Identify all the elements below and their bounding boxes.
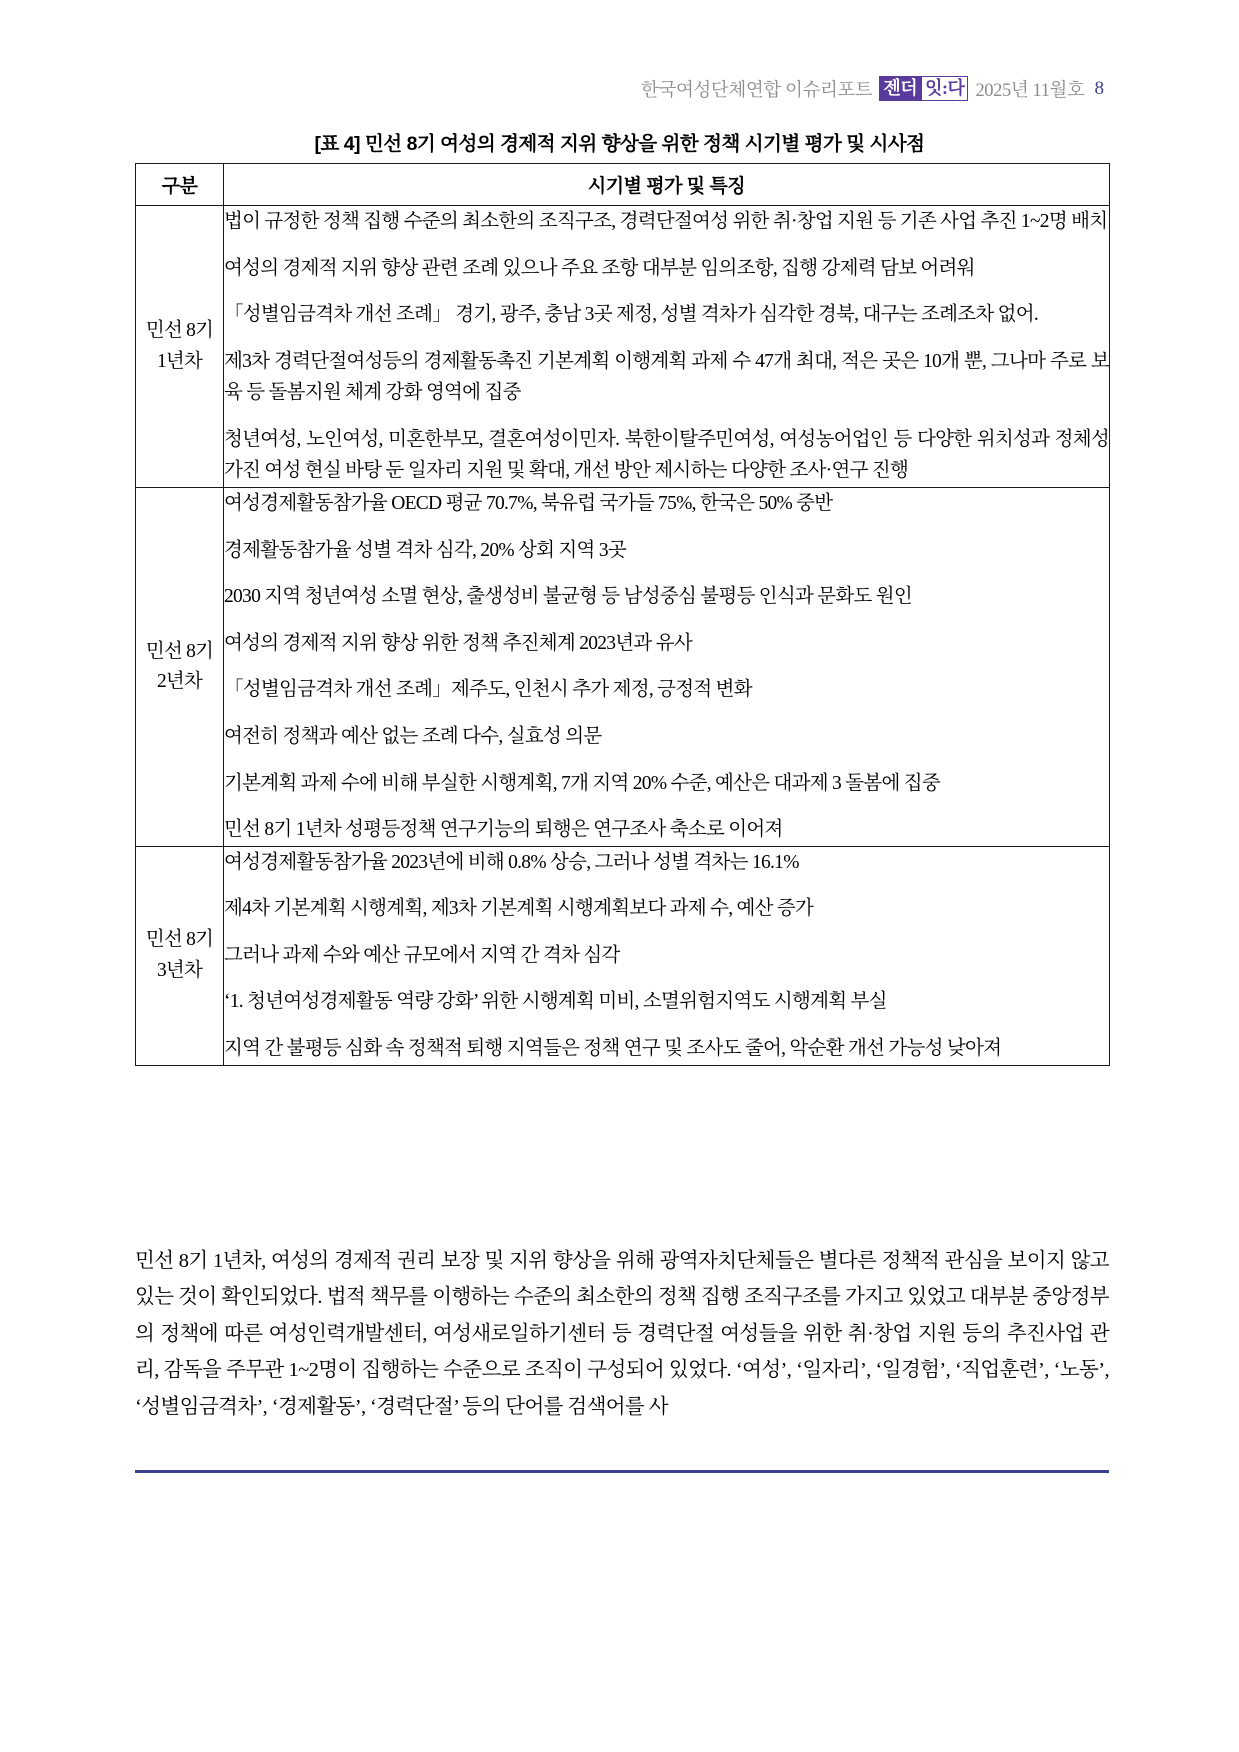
- policy-evaluation-table: [135, 163, 1110, 1066]
- list-item: 「성별임금격차 개선 조례」제주도, 인천시 추가 제정, 긍정적 변화: [224, 679, 752, 701]
- table-header-row: [136, 164, 1110, 206]
- list-item: 여성의 경제적 지위 향상 위한 정책 추진체계 2023년과 유사: [224, 632, 692, 654]
- table-caption: [표 4] 민선 8기 여성의 경제적 지위 향상을 위한 정책 시기별 평가 및 시사점: [314, 133, 925, 155]
- row-label-line1: 민선 8기: [145, 320, 214, 342]
- list-item: 제4차 기본계획 시행계획, 제3차 기본계획 시행계획보다 과제 수, 예산 증가: [224, 898, 814, 920]
- table-head: [136, 164, 1110, 206]
- issue-date: 2025년 11월호: [975, 81, 1085, 101]
- list-item: 여성경제활동참가율 OECD 평균 70.7%, 북유럽 국가들 75%, 한국은 50% 중반: [224, 493, 833, 515]
- list-item: 민선 8기 1년차 성평등정책 연구기능의 퇴행은 연구조사 축소로 이어져: [224, 819, 783, 841]
- list-item: 청년여성, 노인여성, 미혼한부모, 결혼여성이민자. 북한이탈주민여성, 여성농어업인 등 다양한 위치성과 정체성 가진 여성 현실 바탕 둔 일자리 지원 및 확대, 개선 방안 제시하는 다양한 조사·연구 진행: [224, 428, 1109, 482]
- row-content-year2: [224, 488, 1110, 847]
- list-item: 「성별임금격차 개선 조례」 경기, 광주, 충남 3곳 제정, 성별 격차가 심각한 경북, 대구는 조례조차 없어.: [224, 304, 1038, 326]
- list-item: 지역 간 불평등 심화 속 정책적 퇴행 지역들은 정책 연구 및 조사도 줄어, 악순환 개선 가능성 낮아져: [224, 1037, 1002, 1059]
- list-item: 여성의 경제적 지위 향상 관련 조례 있으나 주요 조항 대부분 임의조항, 집행 강제력 담보 어려워: [224, 257, 975, 279]
- body-paragraph: 민선 8기 1년차, 여성의 경제적 권리 보장 및 지위 향상을 위해 광역자치단체들은 별다른 정책적 관심을 보이지 않고 있는 것이 확인되었다. 법적 책무를 이행하는 수준의 최소한의 정책 집행 조직구조를 가지고 있었고 대부분 중앙정부의 정책에 따른 여성인력개발센터, 여성새로일하기센터 등 경력단절 여성들을 위한 취·창업 지원 등의 추진사업 관리, 감독을 주무관 1~2명이 집행하는 수준으로 조직이 구성되어 있었다. ‘여성’, ‘일자리’, ‘일경험’, ‘직업훈련’, ‘노동’, ‘성별임금격차’, ‘경제활동’, ‘경력단절’ 등의 단어를 검색어를 사: [135, 1250, 1109, 1418]
- list-item: 법이 규정한 정책 집행 수준의 최소한의 조직구조, 경력단절여성 위한 취·창업 지원 등 기존 사업 추진 1~2명 배치: [224, 211, 1108, 232]
- list-item: 여전히 정책과 예산 없는 조례 다수, 실효성 의문: [224, 725, 602, 747]
- list-item: 그러나 과제 수와 예산 규모에서 지역 간 격차 심각: [224, 944, 620, 966]
- footer-divider: [135, 1470, 1109, 1473]
- row-label-line2: 1년차: [156, 350, 203, 372]
- row-label-year1: [136, 206, 224, 488]
- list-item: 기본계획 과제 수에 비해 부실한 시행계획, 7개 지역 20% 수준, 예산은 대과제 3 돌봄에 집중: [224, 772, 940, 794]
- column-header-evaluation: 시기별 평가 및 특징: [224, 164, 1110, 206]
- list-item: 여성경제활동참가율 2023년에 비해 0.8% 상승, 그러나 성별 격차는 16.1%: [224, 851, 799, 873]
- row-content-year1: [224, 206, 1110, 488]
- page-header: [641, 76, 1104, 102]
- column-header-category: 구분: [136, 164, 224, 206]
- table-row: [136, 488, 1110, 847]
- page-number: 8: [1094, 78, 1104, 99]
- logo-secondary-text: 잇:다: [921, 76, 968, 101]
- row-label-year3: [136, 846, 224, 1065]
- row-label-line1: 민선 8기: [145, 929, 214, 951]
- row-label-line1: 민선 8기: [145, 640, 214, 662]
- row-label-line2: 3년차: [156, 959, 203, 981]
- table-body: [136, 206, 1110, 1066]
- gender-itda-logo: [879, 76, 968, 101]
- row-label-year2: [136, 488, 224, 847]
- list-item: ‘1. 청년여성경제활동 역량 강화’ 위한 시행계획 미비, 소멸위험지역도 시행계획 부실: [224, 991, 887, 1013]
- list-item: 제3차 경력단절여성등의 경제활동촉진 기본계획 이행계획 과제 수 47개 최대, 적은 곳은 10개 뿐, 그나마 주로 보육 등 돌봄지원 체계 강화 영역에 집중: [224, 350, 1109, 404]
- table-4-wrapper: [135, 163, 1109, 1066]
- table-row: [136, 206, 1110, 488]
- table-row: [136, 846, 1110, 1065]
- row-content-year3: [224, 846, 1110, 1065]
- organization-name: 한국여성단체연합 이슈리포트: [641, 81, 873, 101]
- row-label-line2: 2년차: [156, 670, 203, 692]
- logo-primary-text: 젠더: [879, 76, 921, 101]
- list-item: 경제활동참가율 성별 격차 심각, 20% 상회 지역 3곳: [224, 539, 626, 561]
- list-item: 2030 지역 청년여성 소멸 현상, 출생성비 불균형 등 남성중심 불평등 인식과 문화도 원인: [224, 586, 912, 608]
